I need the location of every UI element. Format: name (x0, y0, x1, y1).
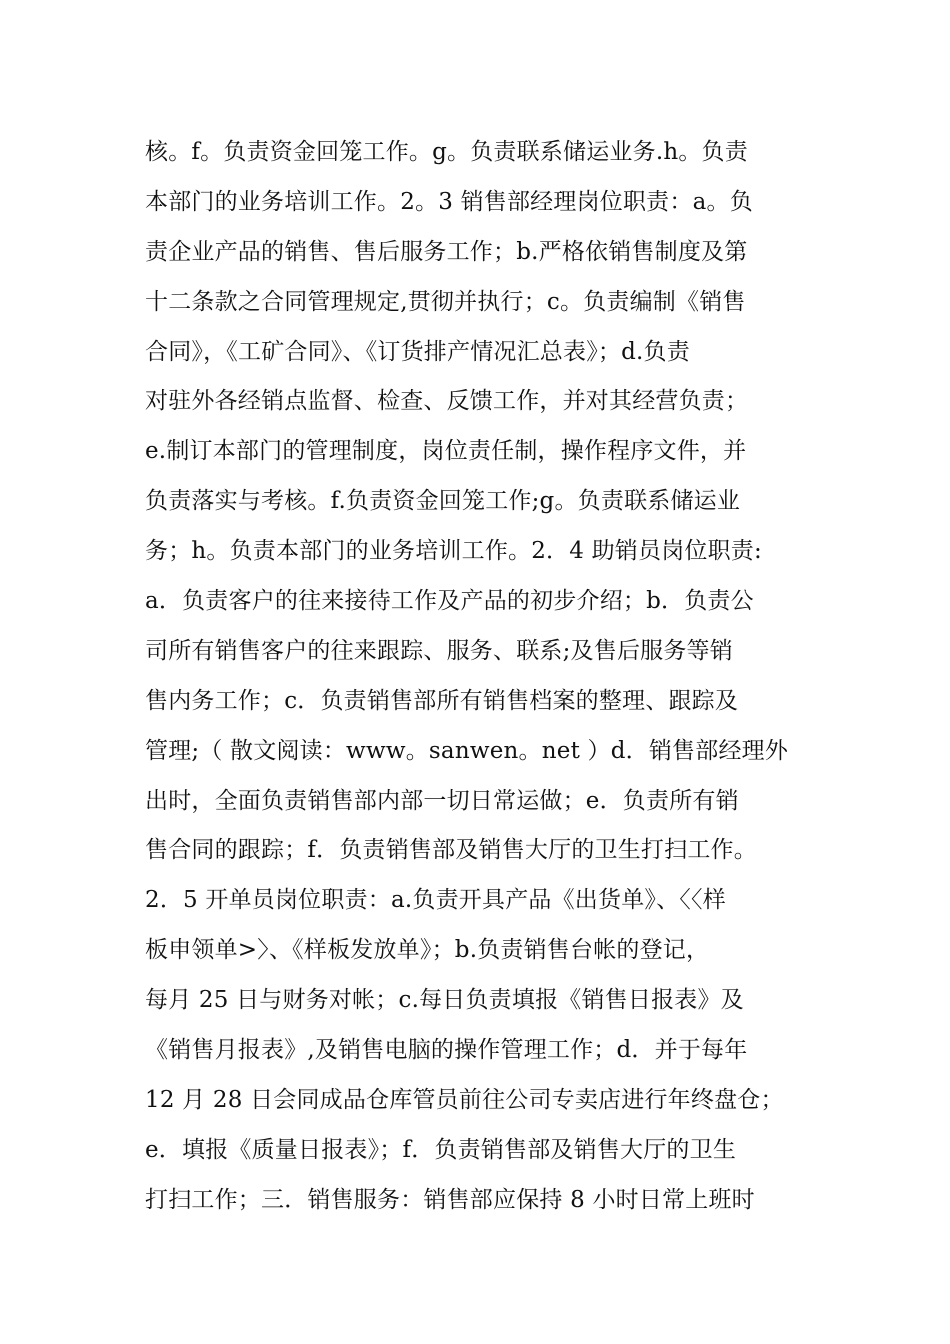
text-line: 每月 25 日与财务对帐；c.每日负责填报《销售日报表》及 (145, 987, 744, 1014)
text-line: 司所有销售客户的往来跟踪、服务、联系;及售后服务等销 (145, 637, 733, 664)
text-line: e．填报《质量日报表》；f．负责销售部及销售大厅的卫生 (145, 1136, 737, 1163)
text-line: 十二条款之合同管理规定,贯彻并执行；c。负责编制《销售 (145, 288, 746, 315)
text-line: 出时，全面负责销售部内部一切日常运做；e．负责所有销 (145, 787, 739, 814)
text-line: 管理;（ 散文阅读：www。sanwen。net ）d．销售部经理外 (145, 737, 789, 764)
text-line: 对驻外各经销点监督、检查、反馈工作，并对其经营负责； (145, 388, 749, 415)
text-line: 12 月 28 日会同成品仓库管员前往公司专卖店进行年终盘仓； (145, 1086, 784, 1113)
text-line: 售内务工作；c．负责销售部所有销售档案的整理、跟踪及 (145, 687, 739, 714)
text-line: e.制订本部门的管理制度，岗位责任制，操作程序文件，并 (145, 438, 747, 465)
text-line: 合同》，《工矿合同》、《订货排产情况汇总表》；d.负责 (145, 338, 690, 365)
text-line: 核。f。负责资金回笼工作。g。负责联系储运业务.h。负责 (145, 139, 748, 165)
text-line: 售合同的跟踪；f．负责销售部及销售大厅的卫生打扫工作。 (145, 837, 757, 864)
text-line: a．负责客户的往来接待工作及产品的初步介绍；b．负责公 (145, 588, 754, 615)
text-line: 负责落实与考核。f.负责资金回笼工作;g。负责联系储运业 (145, 488, 741, 515)
text-line: 2．5 开单员岗位职责：a.负责开具产品《出货单》、〈〈样 (145, 887, 726, 914)
text-line: 板申领单>〉、《样板发放单》；b.负责销售台帐的登记， (145, 937, 710, 964)
body-text (145, 128, 815, 1226)
text-line: 《销售月报表》,及销售电脑的操作管理工作；d．并于每年 (145, 1037, 748, 1064)
text-line: 本部门的业务培训工作。2。3 销售部经理岗位职责：a。负 (145, 188, 753, 215)
text-line: 务；h。负责本部门的业务培训工作。2．4 助销员岗位职责: (145, 538, 762, 565)
text-line: 责企业产品的销售、售后服务工作；b.严格依销售制度及第 (145, 238, 748, 265)
text-line: 打扫工作；三．销售服务：销售部应保持 8 小时日常上班时 (145, 1186, 755, 1213)
